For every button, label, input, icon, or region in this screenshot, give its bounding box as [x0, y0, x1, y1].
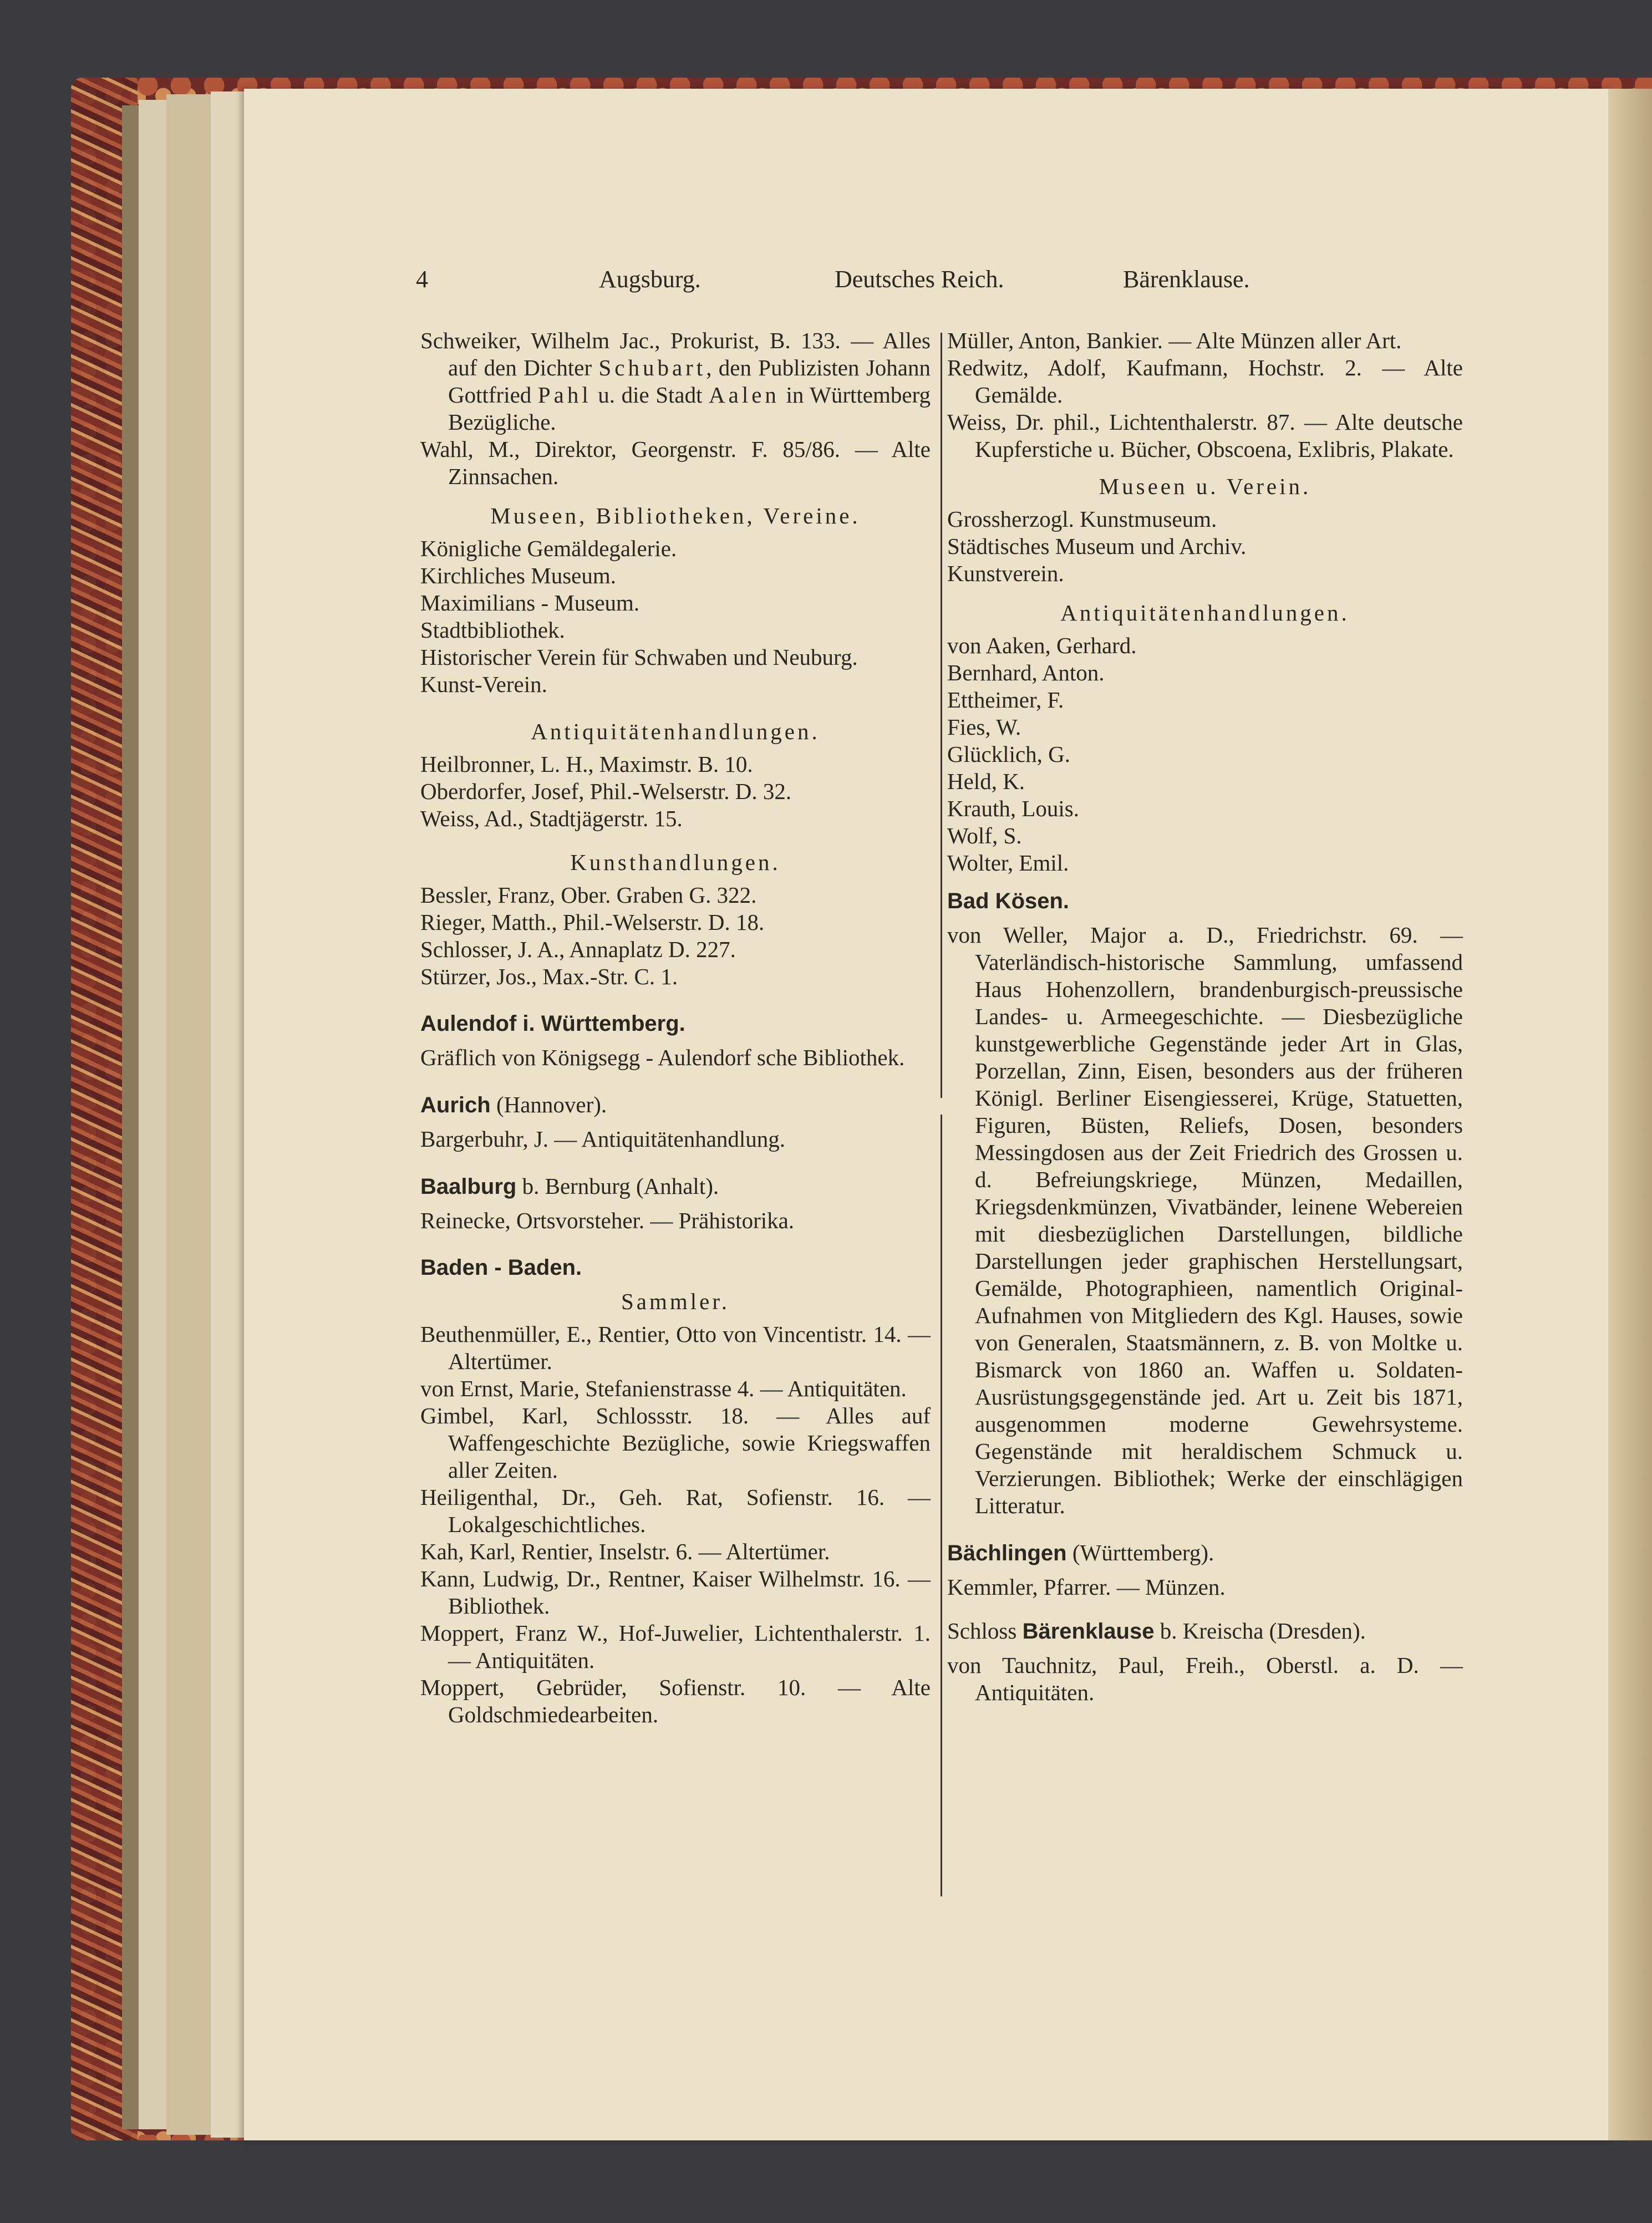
directory-entry: Fies, W.: [947, 714, 1021, 740]
directory-entry: von Weller, Major a. D., Friedrichstr. 69. — Vaterländisch-historische Sammlung, umfassend Haus Hohenzollern, brandenburgisch-preussische Landes- u. Armeegeschichte. — Diesbezügliche kunstgewerbliche Gegenstände jeder Art in Glas, Porzellan, Zinn, Eisen, besonders aus der früheren Königl. Berliner Eisengiesserei, Krüge, Statuetten, Figuren, Büsten, Reliefs, Dosen, besonders Messingdosen aus der Zeit Friedrich des Grossen u. d. Befreiungskriege, Münzen, Medaillen, Kriegsdenkmünzen, Vivatbänder, leinene Webereien mit diesbezüglichen Darstellungen, bildliche Darstellungen jeder graphischen Herstellungsart, Gemälde, Photographieen, namentlich Original-Aufnahmen von Mitgliedern des Kgl. Hauses, sowie von Generalen, Staatsmännern, z. B. von Moltke u. Bismarck von 1860 an. Waffen u. Soldaten-Ausrüstungsgegenstände jed. Art u. Zeit bis 1871, ausgenommen moderne Gewehrsysteme. Gegenstände mit heraldischem Schmuck u. Verzierungen. Bibliothek; Werke der einschlägigen Litteratur.: [947, 922, 1463, 1518]
section-heading: Antiquitätenhandlungen.: [531, 719, 820, 744]
directory-entry: Heiligenthal, Dr., Geh. Rat, Sofienstr. 16. — Lokalgeschichtliches.: [420, 1484, 931, 1537]
directory-entry: von Tauchnitz, Paul, Freih., Oberstl. a. D. — Antiquitäten.: [947, 1652, 1463, 1705]
directory-entry: Kah, Karl, Rentier, Inselstr. 6. — Altertümer.: [420, 1539, 830, 1564]
directory-entry: Krauth, Louis.: [947, 796, 1079, 821]
column-divider: [941, 333, 942, 1098]
directory-entry: Moppert, Franz W., Hof-Juwelier, Lichtenthalerstr. 1. — Antiquitäten.: [420, 1620, 931, 1673]
directory-entry: Moppert, Gebrüder, Sofienstr. 10. — Alte Goldschmiedearbeiten.: [420, 1675, 931, 1727]
section-heading: Museen, Bibliotheken, Vereine.: [490, 503, 861, 528]
section-heading: Sammler.: [621, 1289, 730, 1314]
directory-entry: Kann, Ludwig, Dr., Rentner, Kaiser Wilhelmstr. 16. — Bibliothek.: [420, 1566, 931, 1619]
directory-entry: Bessler, Franz, Ober. Graben G. 322.: [420, 882, 757, 908]
column-divider: [941, 1115, 942, 1896]
directory-entry: Müller, Anton, Bankier. — Alte Münzen aller Art.: [947, 328, 1402, 353]
right-column: [947, 327, 1463, 1706]
header-left-title: Augsburg.: [599, 266, 701, 293]
left-column: [420, 327, 931, 1728]
place-heading: Bad Kösen.: [947, 889, 1070, 913]
directory-entry: Redwitz, Adolf, Kaufmann, Hochstr. 2. — Alte Gemälde.: [947, 355, 1463, 408]
directory-entry: Kemmler, Pfarrer. — Münzen.: [947, 1574, 1226, 1600]
directory-entry: Ettheimer, F.: [947, 687, 1064, 713]
directory-entry: Königliche Gemäldegalerie.: [420, 536, 677, 561]
directory-entry: Weiss, Ad., Stadtjägerstr. 15.: [420, 806, 683, 831]
directory-entry: Reinecke, Ortsvorsteher. — Prähistorika.: [420, 1208, 795, 1233]
place-heading: Aulendof i. Württemberg.: [420, 1011, 685, 1036]
directory-entry: Bernhard, Anton.: [947, 660, 1105, 685]
directory-entry: Beuthenmüller, E., Rentier, Otto von Vincentistr. 14. — Altertümer.: [420, 1321, 931, 1374]
section-heading: Kunsthandlungen.: [570, 849, 781, 875]
directory-entry: von Aaken, Gerhard.: [947, 633, 1137, 658]
header-center-title: Deutsches Reich.: [835, 266, 1004, 293]
directory-entry: Weiss, Dr. phil., Lichtenthalerstr. 87. — Alte deutsche Kupferstiche u. Bücher, Obscoena, Exlibris, Plakate.: [947, 409, 1463, 462]
place-heading: Baden - Baden.: [420, 1255, 582, 1280]
directory-entry: Heilbronner, L. H., Maximstr. B. 10.: [420, 751, 753, 777]
place-heading: Aurich (Hannover).: [420, 1092, 607, 1117]
directory-entry: Stadtbibliothek.: [420, 617, 565, 643]
directory-entry: Gimbel, Karl, Schlossstr. 18. — Alles auf Waffengeschichte Bezügliche, sowie Kriegswaffen aller Zeiten.: [420, 1403, 931, 1483]
section-heading: Museen u. Verein.: [1099, 474, 1312, 499]
place-heading: Bächlingen (Württemberg).: [947, 1540, 1214, 1565]
directory-entry: Stürzer, Jos., Max.-Str. C. 1.: [420, 964, 678, 989]
directory-entry: Held, K.: [947, 769, 1025, 794]
directory-entry: Kunst-Verein.: [420, 672, 547, 697]
directory-entry: Rieger, Matth., Phil.-Welserstr. D. 18.: [420, 909, 765, 935]
directory-entry: von Ernst, Marie, Stefanienstrasse 4. — Antiquitäten.: [420, 1376, 907, 1401]
directory-entry: Bargerbuhr, J. — Antiquitätenhandlung.: [420, 1126, 786, 1152]
directory-entry: Schlosser, J. A., Annaplatz D. 227.: [420, 937, 736, 962]
directory-entry: Kunstverein.: [947, 561, 1064, 586]
page-number: 4: [416, 266, 428, 293]
directory-entry: Kirchliches Museum.: [420, 563, 616, 588]
directory-entry: Wolter, Emil.: [947, 850, 1069, 876]
header-right-title: Bärenklause.: [1123, 266, 1250, 293]
directory-entry: Wolf, S.: [947, 823, 1022, 848]
directory-entry: Städtisches Museum und Archiv.: [947, 533, 1247, 559]
directory-entry: Maximilians - Museum.: [420, 590, 640, 615]
directory-entry: Schweiker, Wilhelm Jac., Prokurist, B. 133. — Alles auf den Dichter Schubart, den Publizisten Johann Gottfried Pahl u. die Stadt Aalen in Württemberg Bezügliche.: [420, 328, 931, 435]
place-heading: Schloss Bärenklause b. Kreischa (Dresden).: [947, 1618, 1366, 1644]
book-gutter: [1608, 89, 1652, 2140]
directory-entry: Oberdorfer, Josef, Phil.-Welserstr. D. 32.: [420, 779, 792, 804]
directory-entry: Grossherzogl. Kunstmuseum.: [947, 506, 1217, 532]
directory-entry: Glücklich, G.: [947, 741, 1071, 767]
directory-entry: Gräflich von Königsegg - Aulendorf sche Bibliothek.: [420, 1045, 905, 1070]
directory-entry: Wahl, M., Direktor, Georgenstr. F. 85/86. — Alte Zinnsachen.: [420, 436, 931, 489]
place-heading: Baalburg b. Bernburg (Anhalt).: [420, 1173, 719, 1199]
directory-entry: Historischer Verein für Schwaben und Neuburg.: [420, 644, 858, 670]
section-heading: Antiquitätenhandlungen.: [1060, 600, 1350, 625]
